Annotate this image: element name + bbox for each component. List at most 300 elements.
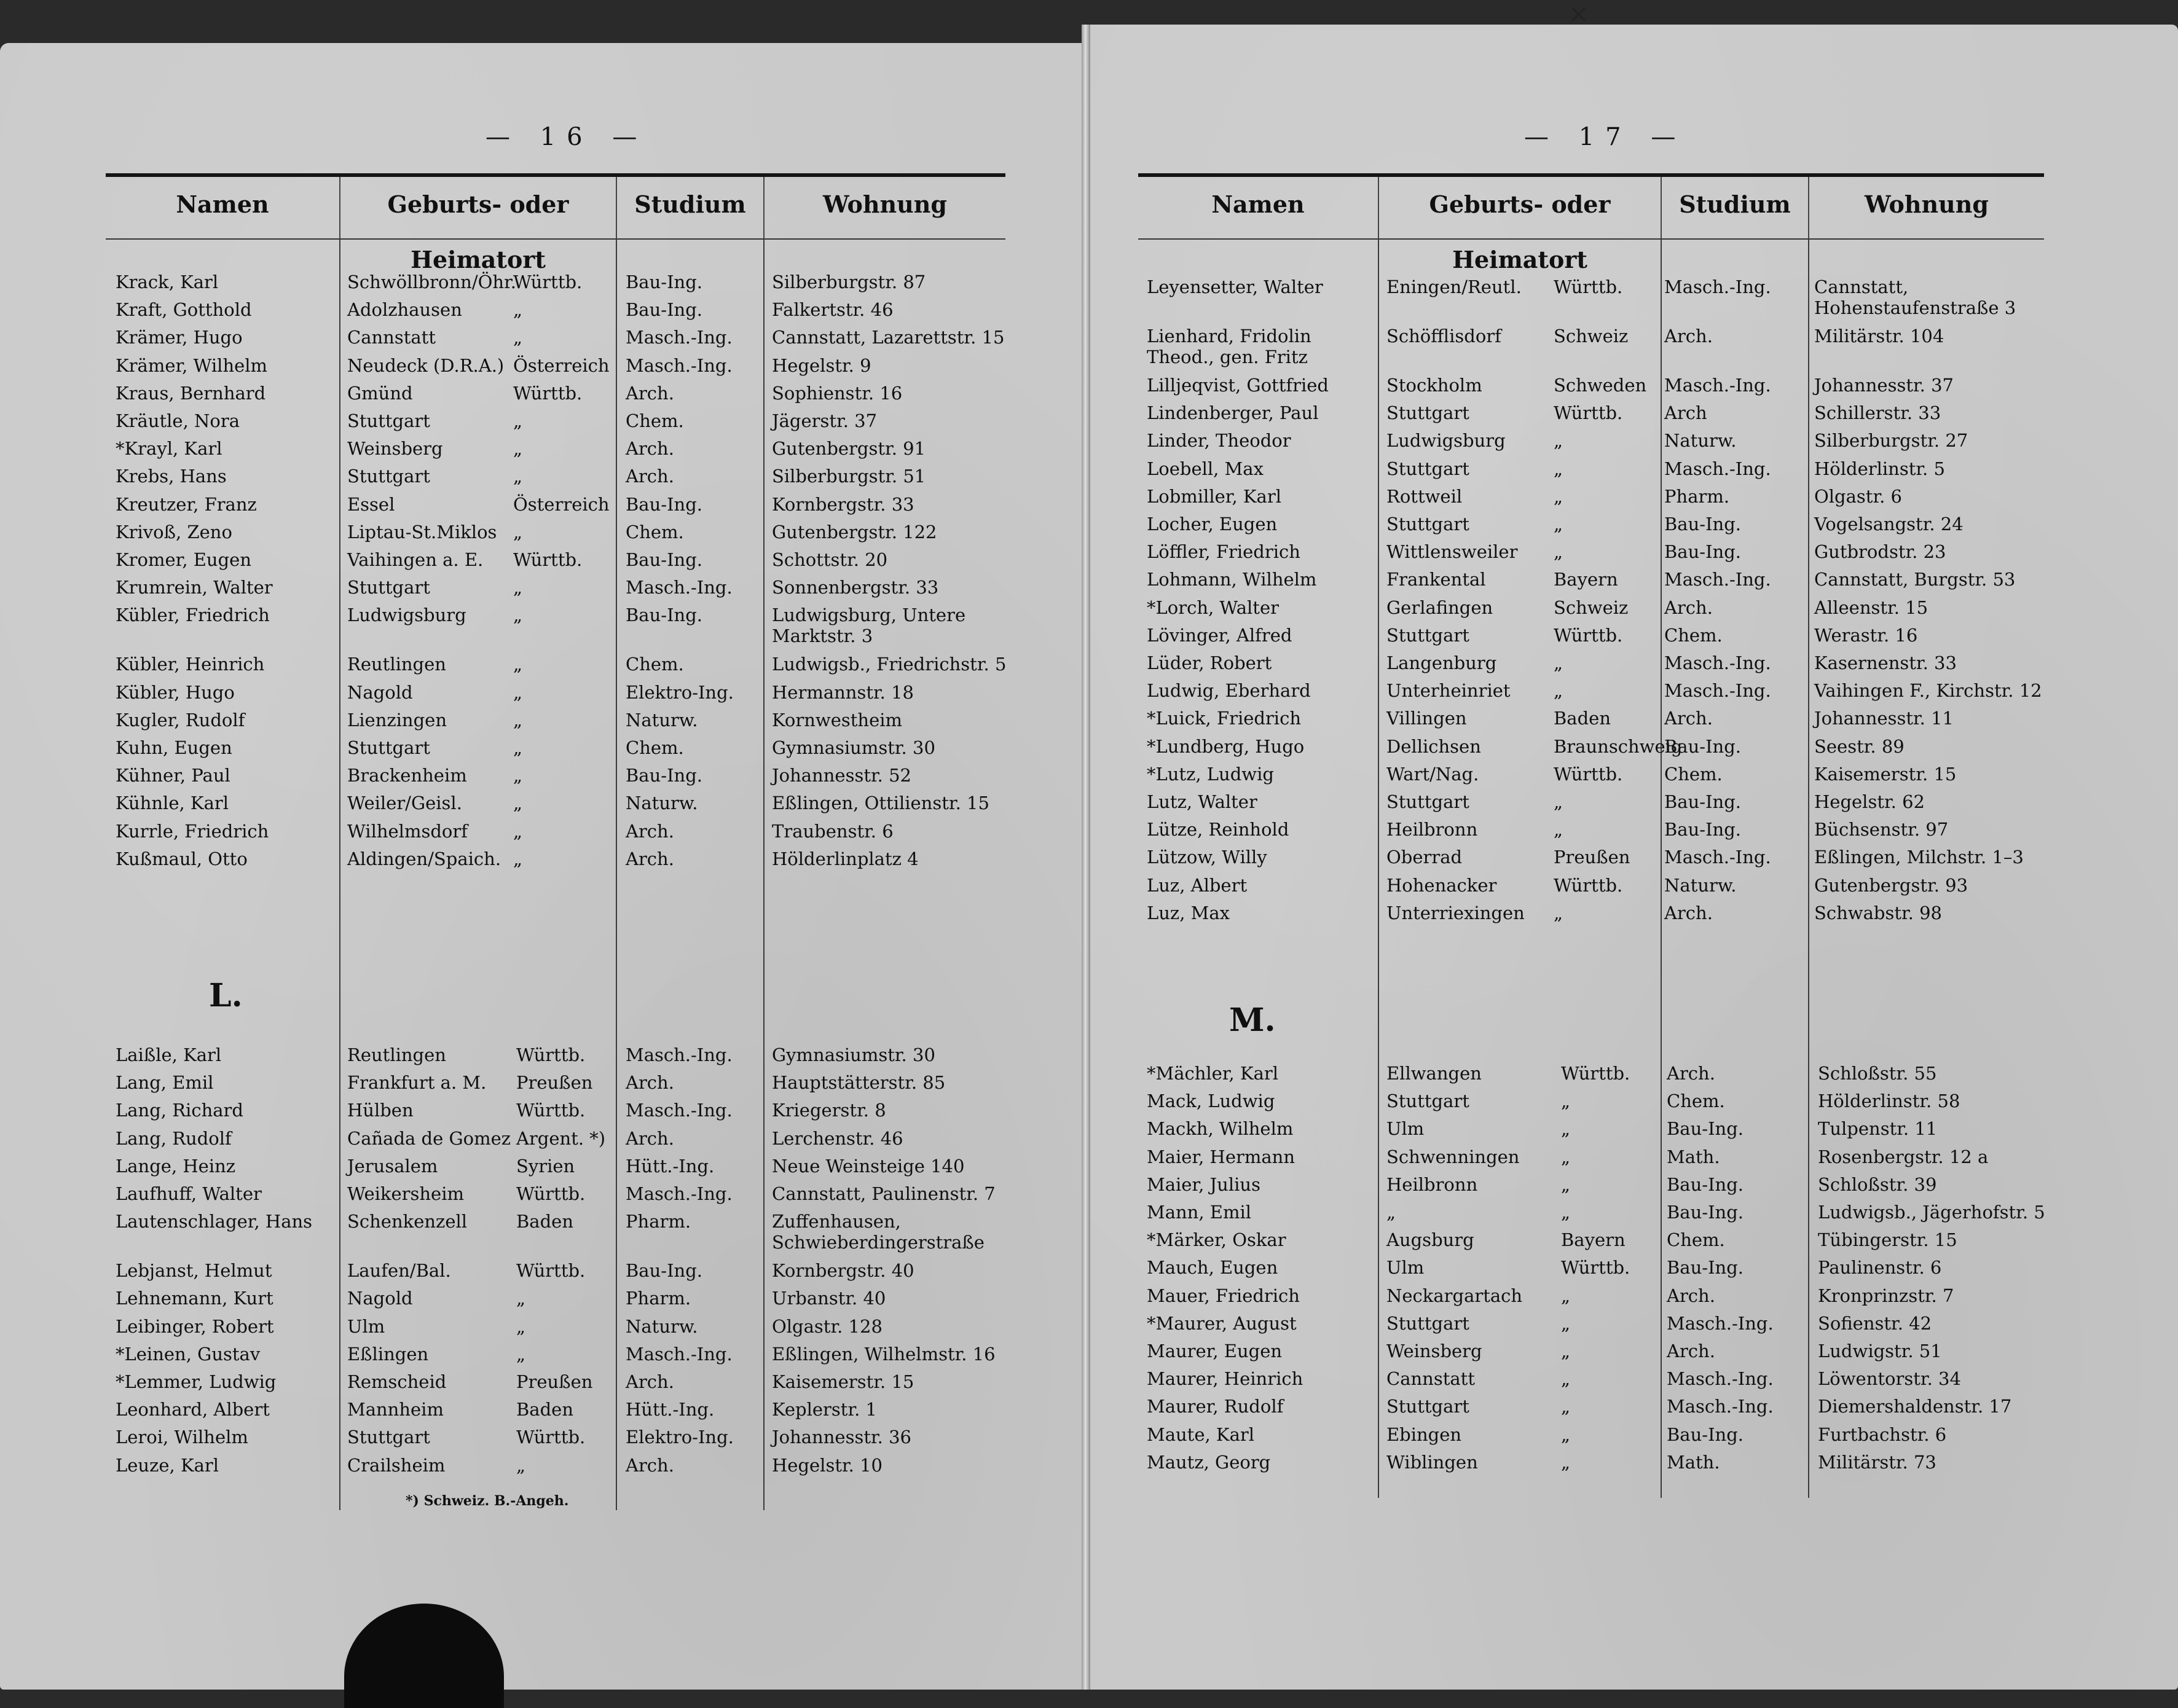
- entry-address: Seestr. 89: [1814, 735, 1905, 757]
- entry-region: Argent. *): [516, 1127, 606, 1149]
- entry-name: Maier, Julius: [1147, 1173, 1260, 1195]
- entry-name: Krebs, Hans: [116, 466, 227, 487]
- entry-address: Olgastr. 6: [1814, 485, 1903, 507]
- entry-name: Mauer, Friedrich: [1147, 1285, 1300, 1306]
- entry-address: Hauptstätterstr. 85: [772, 1072, 946, 1094]
- entry-study: Chem.: [1664, 763, 1723, 785]
- entry-birthplace: Hülben: [347, 1100, 414, 1121]
- entry-address: Eßlingen, Ottilienstr. 15: [772, 793, 989, 814]
- entry-region: „: [1561, 1451, 1571, 1473]
- entry-study: Pharm.: [1664, 485, 1730, 507]
- entry-study: Masch.-Ing.: [1664, 276, 1771, 297]
- entry-name: *Lundberg, Hugo: [1147, 735, 1305, 757]
- entry-region: Württb.: [513, 272, 583, 292]
- entry-study: Math.: [1667, 1451, 1720, 1473]
- entry-birthplace: „: [1386, 1202, 1396, 1223]
- entry-region: „: [513, 848, 523, 869]
- entry-address: Werastr. 16: [1814, 624, 1918, 646]
- entry-birthplace: Augsburg: [1386, 1229, 1474, 1251]
- entry-birthplace: Wittlensweiler: [1386, 541, 1518, 563]
- entry-region: Württb.: [1554, 402, 1623, 424]
- entry-address: Hegelstr. 10: [772, 1454, 883, 1476]
- entry-study: Bau-Ing.: [626, 1260, 702, 1282]
- entry-study: Hütt.-Ing.: [626, 1399, 715, 1420]
- entry-region: Württb.: [1554, 874, 1623, 896]
- entry-birthplace: Mannheim: [347, 1399, 444, 1420]
- entry-region: Württb.: [516, 1044, 586, 1065]
- header-birthplace: Geburts- oder Heimatort: [1378, 177, 1661, 238]
- entry-birthplace: Stuttgart: [1386, 1396, 1469, 1417]
- entry-birthplace: Frankfurt a. M.: [347, 1072, 487, 1094]
- entry-birthplace: Ulm: [1386, 1257, 1425, 1279]
- entry-name: Maute, Karl: [1147, 1424, 1255, 1445]
- entry-birthplace: Rottweil: [1386, 485, 1463, 507]
- entry-region: „: [1554, 514, 1563, 535]
- entry-study: Masch.-Ing.: [1664, 375, 1771, 396]
- entry-region: „: [1554, 485, 1563, 507]
- entry-region: Württb.: [1554, 763, 1623, 785]
- entry-study: Masch.-Ing.: [1664, 652, 1771, 673]
- entry-address: Falkertstr. 46: [772, 299, 894, 321]
- entry-region: „: [516, 1315, 526, 1337]
- entry-region: Württb.: [1561, 1257, 1630, 1279]
- entry-study: Chem.: [626, 521, 684, 543]
- entry-study: Chem.: [626, 737, 684, 758]
- entry-birthplace: Stuttgart: [347, 1427, 430, 1448]
- entry-address: Schwabstr. 98: [1814, 902, 1943, 923]
- entry-region: Württb.: [513, 549, 583, 570]
- entry-name: *Lorch, Walter: [1147, 597, 1279, 618]
- entry-address: Gutbrodstr. 23: [1814, 541, 1946, 563]
- entry-study: Bau-Ing.: [1664, 541, 1741, 563]
- entry-address: Urbanstr. 40: [772, 1288, 886, 1309]
- left-table-header: [106, 173, 1005, 273]
- entry-address: Ludwigsb., Friedrichstr. 5: [772, 654, 1007, 675]
- entry-name: Lütze, Reinhold: [1147, 819, 1289, 840]
- section-letter-m: M.: [1229, 1001, 1276, 1039]
- entry-study: Masch.-Ing.: [1667, 1312, 1774, 1334]
- entry-region: Österreich: [513, 355, 610, 376]
- entry-birthplace: Ludwigsburg: [1386, 430, 1506, 452]
- entry-region: „: [1561, 1091, 1571, 1112]
- entry-study: Chem.: [1667, 1091, 1725, 1112]
- header-birthplace: Geburts- oder Heimatort: [339, 177, 616, 238]
- entry-address: Johannesstr. 11: [1814, 708, 1954, 729]
- entry-region: Württb.: [516, 1100, 586, 1121]
- entry-study: Masch.-Ing.: [1664, 569, 1771, 590]
- entry-name: *Mächler, Karl: [1147, 1063, 1279, 1084]
- entry-birthplace: Stuttgart: [1386, 1312, 1469, 1334]
- entry-name: Lange, Heinz: [116, 1155, 236, 1177]
- entry-birthplace: Schwöllbronn/Öhr.: [347, 272, 516, 292]
- left-page-number: — 16 —: [486, 123, 648, 151]
- entry-birthplace: Ellwangen: [1386, 1063, 1482, 1084]
- entry-name: Lützow, Willy: [1147, 847, 1267, 868]
- entry-address: Cannstatt, Paulinenstr. 7: [772, 1183, 996, 1204]
- entry-name: Lutz, Walter: [1147, 791, 1257, 812]
- entry-region: „: [1554, 541, 1563, 563]
- section-letter-l: L.: [209, 977, 243, 1014]
- entry-address: Gutenbergstr. 122: [772, 521, 937, 543]
- entry-study: Naturw.: [626, 1315, 698, 1337]
- entry-name: Mauch, Eugen: [1147, 1257, 1278, 1279]
- entry-study: Elektro-Ing.: [626, 1427, 734, 1448]
- entry-address: Gutenbergstr. 93: [1814, 874, 1968, 896]
- entry-study: Masch.-Ing.: [1667, 1396, 1774, 1417]
- entry-address: Büchsenstr. 97: [1814, 819, 1949, 840]
- entry-birthplace: Ulm: [1386, 1118, 1425, 1140]
- column-divider: [616, 238, 617, 1510]
- entry-name: Lobmiller, Karl: [1147, 485, 1281, 507]
- entry-name: Mack, Ludwig: [1147, 1091, 1275, 1112]
- entry-birthplace: Cañada de Gomez: [347, 1127, 511, 1149]
- entry-address: Cannstatt, Hohenstaufenstraße 3: [1814, 276, 2016, 318]
- entry-name: Leuze, Karl: [116, 1454, 219, 1476]
- entry-address: Hermannstr. 18: [772, 681, 914, 703]
- entry-region: „: [513, 410, 523, 431]
- entry-address: Gutenbergstr. 91: [772, 438, 926, 460]
- entry-address: Tulpenstr. 11: [1818, 1118, 1938, 1140]
- entry-name: *Maurer, August: [1147, 1312, 1297, 1334]
- corner-mark: ×: [1568, 0, 1589, 28]
- book-spine: [1082, 25, 1090, 1690]
- entry-study: Masch.-Ing.: [1667, 1368, 1774, 1390]
- entry-region: Württb.: [1561, 1063, 1630, 1084]
- right-page-number: — 17 —: [1524, 123, 1687, 151]
- entry-birthplace: Vaihingen a. E.: [347, 549, 484, 570]
- entry-birthplace: Neudeck (D.R.A.): [347, 355, 505, 376]
- entry-study: Bau-Ing.: [1664, 791, 1741, 812]
- entry-name: Maurer, Eugen: [1147, 1341, 1283, 1361]
- entry-birthplace: Stuttgart: [1386, 1091, 1469, 1112]
- entry-study: Chem.: [1667, 1229, 1725, 1251]
- entry-address: Hölderlinplatz 4: [772, 848, 919, 869]
- entry-study: Masch.-Ing.: [626, 1183, 733, 1204]
- entry-study: Bau-Ing.: [626, 605, 702, 626]
- entry-address: Kornwestheim: [772, 709, 903, 731]
- entry-region: Württb.: [1554, 624, 1623, 646]
- entry-study: Chem.: [626, 410, 684, 431]
- entry-region: „: [513, 737, 523, 758]
- entry-region: „: [513, 327, 523, 348]
- entry-name: Laufhuff, Walter: [116, 1183, 262, 1204]
- entry-address: Diemershaldenstr. 17: [1818, 1396, 2012, 1417]
- entry-name: Kraus, Bernhard: [116, 382, 266, 404]
- entry-address: Schillerstr. 33: [1814, 402, 1941, 424]
- entry-name: Lang, Emil: [116, 1072, 214, 1094]
- entry-birthplace: Laufen/Bal.: [347, 1260, 451, 1282]
- entry-address: Rosenbergstr. 12 a: [1818, 1146, 1989, 1167]
- entry-name: Luz, Max: [1147, 902, 1230, 923]
- entry-name: Kübler, Friedrich: [116, 605, 270, 626]
- entry-region: „: [513, 654, 523, 675]
- entry-study: Arch.: [1664, 326, 1713, 347]
- entry-region: „: [513, 521, 523, 543]
- entry-birthplace: Ludwigsburg: [347, 605, 466, 626]
- header-study: Studium: [1661, 177, 1808, 238]
- entry-name: Kuhn, Eugen: [116, 737, 232, 758]
- entry-name: *Krayl, Karl: [116, 438, 222, 460]
- entry-address: Paulinenstr. 6: [1818, 1257, 1942, 1279]
- entry-study: Pharm.: [626, 1288, 691, 1309]
- entry-address: Johannesstr. 37: [1814, 375, 1954, 396]
- entry-birthplace: Wiblingen: [1386, 1451, 1478, 1473]
- entry-name: Lövinger, Alfred: [1147, 624, 1292, 646]
- column-divider: [1808, 238, 1809, 1498]
- column-divider: [339, 238, 340, 1510]
- entry-address: Vogelsangstr. 24: [1814, 514, 1964, 535]
- entry-name: Kußmaul, Otto: [116, 848, 248, 869]
- entry-region: Württb.: [516, 1427, 586, 1448]
- entry-study: Bau-Ing.: [626, 549, 702, 570]
- entry-birthplace: Villingen: [1386, 708, 1467, 729]
- entry-address: Schloßstr. 39: [1818, 1173, 1937, 1195]
- entry-name: Leroi, Wilhelm: [116, 1427, 248, 1448]
- column-divider: [763, 238, 765, 1510]
- entry-study: Arch.: [1664, 597, 1713, 618]
- entry-study: Arch.: [626, 820, 674, 842]
- entry-study: Elektro-Ing.: [626, 681, 734, 703]
- entry-study: Arch.: [626, 1072, 674, 1094]
- entry-birthplace: Wart/Nag.: [1386, 763, 1479, 785]
- entry-birthplace: Lienzingen: [347, 709, 447, 731]
- entry-address: Neue Weinsteige 140: [772, 1155, 965, 1177]
- entry-region: Bayern: [1561, 1229, 1626, 1251]
- entry-region: „: [1554, 791, 1563, 812]
- entry-study: Bau-Ing.: [626, 765, 702, 786]
- entry-name: Lüder, Robert: [1147, 652, 1272, 673]
- entry-birthplace: Stuttgart: [347, 577, 430, 598]
- entry-birthplace: Reutlingen: [347, 654, 446, 675]
- entry-study: Naturw.: [1664, 430, 1737, 452]
- entry-name: Laißle, Karl: [116, 1044, 222, 1065]
- entry-birthplace: Stuttgart: [1386, 624, 1469, 646]
- entry-birthplace: Brackenheim: [347, 765, 467, 786]
- entry-address: Schloßstr. 55: [1818, 1063, 1937, 1084]
- entry-address: Hegelstr. 9: [772, 355, 871, 376]
- entry-address: Militärstr. 73: [1818, 1451, 1936, 1473]
- entry-study: Arch.: [1664, 902, 1713, 923]
- entry-name: *Leinen, Gustav: [116, 1343, 261, 1365]
- entry-address: Ludwigstr. 51: [1818, 1341, 1942, 1361]
- entry-study: Chem.: [1664, 624, 1723, 646]
- entry-name: Lebjanst, Helmut: [116, 1260, 272, 1282]
- entry-study: Arch.: [626, 1454, 674, 1476]
- entry-region: Preußen: [516, 1371, 593, 1392]
- entry-name: Maurer, Rudolf: [1147, 1396, 1284, 1417]
- entry-region: „: [1554, 458, 1563, 479]
- entry-region: „: [513, 299, 523, 321]
- entry-name: Kräutle, Nora: [116, 410, 240, 431]
- entry-region: Württb.: [1554, 276, 1623, 297]
- entry-birthplace: Reutlingen: [347, 1044, 446, 1065]
- entry-birthplace: Stuttgart: [347, 410, 430, 431]
- entry-address: Johannesstr. 52: [772, 765, 912, 786]
- entry-birthplace: Nagold: [347, 1288, 413, 1309]
- entry-name: Maurer, Heinrich: [1147, 1368, 1303, 1390]
- entry-birthplace: Crailsheim: [347, 1454, 446, 1476]
- entry-region: Württb.: [516, 1183, 586, 1204]
- entry-study: Bau-Ing.: [1667, 1202, 1744, 1223]
- entry-study: Bau-Ing.: [1664, 514, 1741, 535]
- entry-birthplace: Neckargartach: [1386, 1285, 1523, 1306]
- entry-name: Mann, Emil: [1147, 1202, 1251, 1223]
- entry-study: Arch.: [626, 848, 674, 869]
- entry-address: Ludwigsburg, Untere Marktstr. 3: [772, 605, 966, 647]
- entry-birthplace: Heilbronn: [1386, 819, 1478, 840]
- entry-address: Kornbergstr. 33: [772, 493, 914, 515]
- header-address: Wohnung: [763, 177, 1005, 238]
- entry-name: Krämer, Hugo: [116, 327, 243, 348]
- entry-name: Lienhard, Fridolin Theod., gen. Fritz: [1147, 326, 1311, 367]
- entry-name: Krivoß, Zeno: [116, 521, 232, 543]
- entry-region: „: [516, 1288, 526, 1309]
- entry-birthplace: Schwenningen: [1386, 1146, 1520, 1167]
- entry-study: Bau-Ing.: [1667, 1257, 1744, 1279]
- entry-address: Furtbachstr. 6: [1818, 1424, 1947, 1445]
- entry-study: Masch.-Ing.: [626, 1044, 733, 1065]
- entry-name: Kraft, Gotthold: [116, 299, 252, 321]
- entry-address: Cannstatt, Burgstr. 53: [1814, 569, 2016, 590]
- entry-name: Kühner, Paul: [116, 765, 230, 786]
- entry-birthplace: Weinsberg: [347, 438, 443, 460]
- entry-name: *Lemmer, Ludwig: [116, 1371, 277, 1392]
- right-table-header: [1138, 173, 2044, 273]
- entry-address: Kaisemerstr. 15: [772, 1371, 914, 1392]
- entry-birthplace: Eningen/Reutl.: [1386, 276, 1522, 297]
- entry-name: Lilljeqvist, Gottfried: [1147, 375, 1329, 396]
- entry-name: Kreutzer, Franz: [116, 493, 257, 515]
- entry-study: Bau-Ing.: [1664, 735, 1741, 757]
- entry-study: Math.: [1667, 1146, 1720, 1167]
- entry-birthplace: Stuttgart: [1386, 402, 1469, 424]
- entry-name: Lautenschlager, Hans: [116, 1211, 313, 1232]
- entry-birthplace: Remscheid: [347, 1371, 447, 1392]
- entry-study: Masch.-Ing.: [626, 577, 733, 598]
- entry-address: Kaisemerstr. 15: [1814, 763, 1957, 785]
- column-divider: [1378, 238, 1379, 1498]
- entry-address: Vaihingen F., Kirchstr. 12: [1814, 680, 2042, 702]
- footnote: *) Schweiz. B.-Angeh.: [406, 1493, 569, 1509]
- entry-birthplace: Essel: [347, 493, 395, 515]
- entry-name: Locher, Eugen: [1147, 514, 1278, 535]
- entry-birthplace: Wilhelmsdorf: [347, 820, 468, 842]
- entry-region: Österreich: [513, 493, 610, 515]
- entry-region: Schweiz: [1554, 326, 1629, 347]
- entry-study: Masch.-Ing.: [626, 1100, 733, 1121]
- entry-name: Kromer, Eugen: [116, 549, 252, 570]
- entry-address: Sophienstr. 16: [772, 382, 903, 404]
- entry-birthplace: Weinsberg: [1386, 1341, 1482, 1361]
- entry-study: Arch.: [626, 1127, 674, 1149]
- entry-birthplace: Liptau-St.Miklos: [347, 521, 497, 543]
- entry-birthplace: Weiler/Geisl.: [347, 793, 462, 814]
- entry-birthplace: Stuttgart: [347, 737, 430, 758]
- entry-address: Kriegerstr. 8: [772, 1100, 886, 1121]
- entry-name: Mautz, Georg: [1147, 1451, 1271, 1473]
- header-address: Wohnung: [1808, 177, 2044, 238]
- entry-study: Naturw.: [626, 793, 698, 814]
- entry-birthplace: Hohenacker: [1386, 874, 1497, 896]
- entry-birthplace: Jerusalem: [347, 1155, 438, 1177]
- entry-region: „: [1561, 1118, 1571, 1140]
- entry-address: Olgastr. 128: [772, 1315, 883, 1337]
- entry-region: „: [513, 709, 523, 731]
- entry-address: Tübingerstr. 15: [1818, 1229, 1957, 1251]
- entry-birthplace: Ebingen: [1386, 1424, 1462, 1445]
- entry-region: Baden: [1554, 708, 1611, 729]
- entry-study: Masch.-Ing.: [1664, 680, 1771, 702]
- entry-address: Gymnasiumstr. 30: [772, 1044, 935, 1065]
- entry-region: „: [513, 466, 523, 487]
- entry-region: Preußen: [516, 1072, 593, 1094]
- entry-study: Masch.-Ing.: [626, 355, 733, 376]
- entry-study: Arch.: [1664, 708, 1713, 729]
- entry-address: Gymnasiumstr. 30: [772, 737, 935, 758]
- entry-region: Baden: [516, 1211, 574, 1232]
- entry-address: Jägerstr. 37: [772, 410, 878, 431]
- entry-region: „: [1554, 430, 1563, 452]
- entry-address: Hegelstr. 62: [1814, 791, 1925, 812]
- entry-birthplace: Stuttgart: [347, 466, 430, 487]
- entry-region: Baden: [516, 1399, 574, 1420]
- entry-region: „: [1561, 1424, 1571, 1445]
- header-names: Namen: [176, 190, 269, 218]
- entry-address: Keplerstr. 1: [772, 1399, 878, 1420]
- entry-study: Hütt.-Ing.: [626, 1155, 715, 1177]
- entry-region: „: [1561, 1341, 1571, 1361]
- entry-region: Bayern: [1554, 569, 1618, 590]
- entry-birthplace: Aldingen/Spaich.: [347, 848, 501, 869]
- entry-name: Leibinger, Robert: [116, 1315, 274, 1337]
- entry-address: Militärstr. 104: [1814, 326, 1944, 347]
- entry-study: Arch: [1664, 402, 1707, 424]
- entry-birthplace: Eßlingen: [347, 1343, 429, 1365]
- entry-address: Löwentorstr. 34: [1818, 1368, 1961, 1390]
- entry-address: Sofienstr. 42: [1818, 1312, 1932, 1334]
- entry-name: *Lutz, Ludwig: [1147, 763, 1274, 785]
- entry-birthplace: Gerlafingen: [1386, 597, 1493, 618]
- entry-birthplace: Stockholm: [1386, 375, 1482, 396]
- entry-birthplace: Unterriexingen: [1386, 902, 1525, 923]
- entry-study: Arch.: [626, 466, 674, 487]
- entry-study: Bau-Ing.: [1667, 1173, 1744, 1195]
- entry-birthplace: Gmünd: [347, 382, 413, 404]
- entry-region: „: [1561, 1368, 1571, 1390]
- entry-birthplace: Heilbronn: [1386, 1173, 1478, 1195]
- entry-name: Luz, Albert: [1147, 874, 1248, 896]
- entry-study: Arch.: [1667, 1063, 1715, 1084]
- entry-address: Silberburgstr. 51: [772, 466, 926, 487]
- entry-birthplace: Stuttgart: [1386, 791, 1469, 812]
- entry-birthplace: Oberrad: [1386, 847, 1463, 868]
- entry-region: „: [513, 765, 523, 786]
- entry-region: „: [516, 1454, 526, 1476]
- entry-address: Lerchenstr. 46: [772, 1127, 903, 1149]
- entry-region: „: [1554, 819, 1563, 840]
- entry-birthplace: Schöfflisdorf: [1386, 326, 1501, 347]
- header-study: Studium: [616, 177, 763, 238]
- entry-region: „: [1554, 652, 1563, 673]
- entry-region: Schweiz: [1554, 597, 1629, 618]
- entry-region: Preußen: [1554, 847, 1630, 868]
- entry-region: „: [516, 1343, 526, 1365]
- entry-name: *Märker, Oskar: [1147, 1229, 1286, 1251]
- entry-name: Ludwig, Eberhard: [1147, 680, 1311, 702]
- entry-region: „: [513, 605, 523, 626]
- entry-name: Kugler, Rudolf: [116, 709, 245, 731]
- entry-name: Linder, Theodor: [1147, 430, 1291, 452]
